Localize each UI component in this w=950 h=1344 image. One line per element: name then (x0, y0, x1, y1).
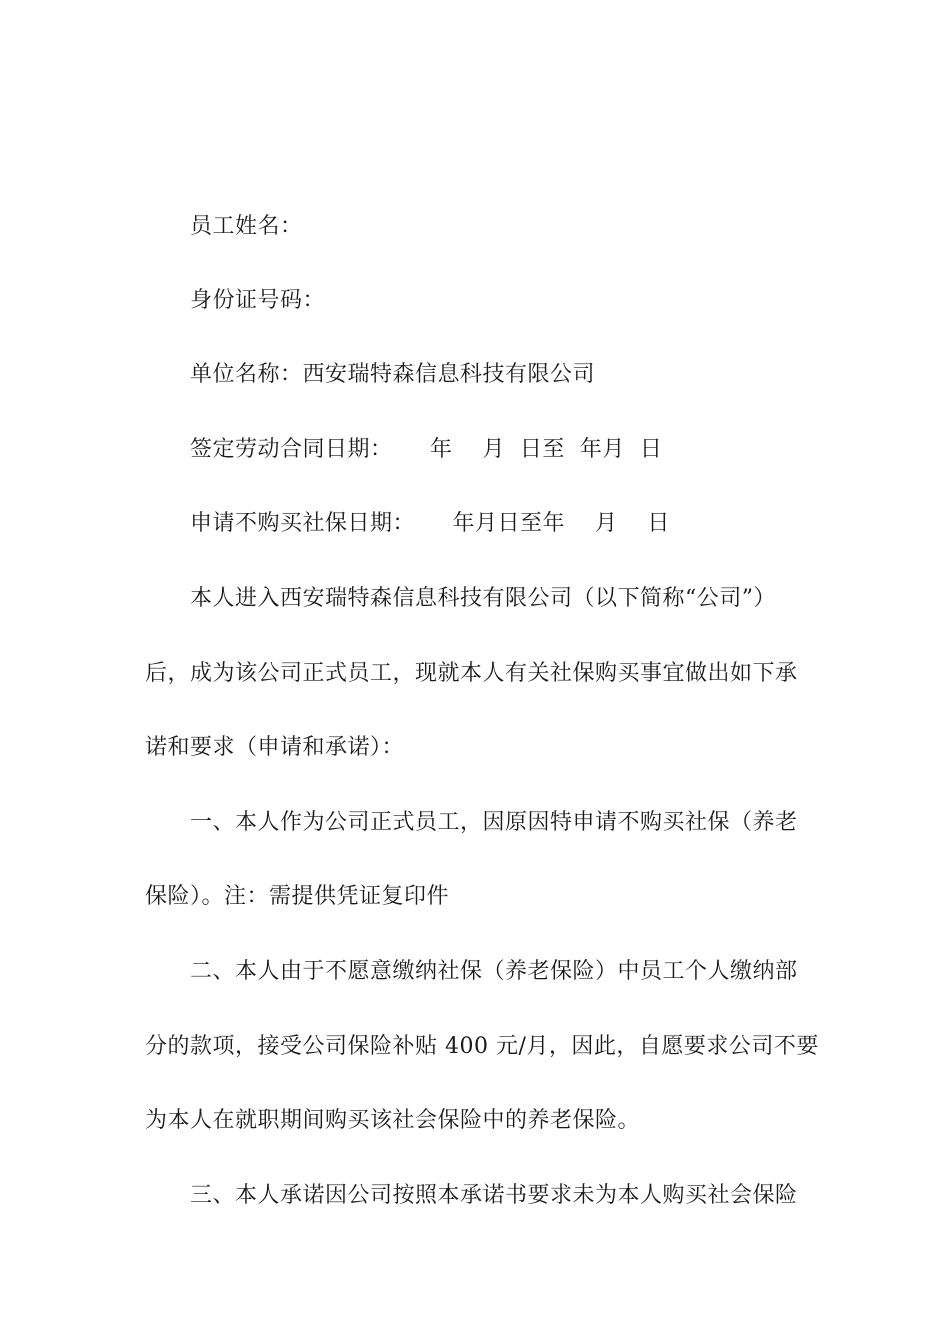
clause-two-line: 分的款项，接受公司保险补贴 400 元/月，因此，自愿要求公司不要 (145, 1034, 819, 1059)
company-name-field: 单位名称：西安瑞特森信息科技有限公司 (190, 362, 596, 387)
clause-two-line: 为本人在就职期间购买该社会保险中的养老保险。 (145, 1108, 641, 1133)
opt-out-date-field: 申请不购买社保日期： 年月日至年 月 日 (190, 511, 670, 536)
contract-date-field: 签定劳动合同日期： 年 月 日至 年月 日 (190, 437, 663, 462)
employee-name-field: 员工姓名： (190, 214, 303, 239)
body-paragraph-line: 本人进入西安瑞特森信息科技有限公司（以下简称“公司”） (190, 586, 776, 611)
body-paragraph-line: 后，成为该公司正式员工，现就本人有关社保购买事宜做出如下承 (145, 661, 798, 686)
clause-one-line: 一、本人作为公司正式员工，因原因特申请不购买社保（养老 (190, 810, 798, 835)
body-paragraph-line: 诺和要求（申请和承诺）： (145, 735, 405, 760)
id-number-field: 身份证号码： (190, 288, 326, 313)
clause-three-line: 三、本人承诺因公司按照本承诺书要求未为本人购买社会保险 (190, 1183, 798, 1208)
clause-two-line: 二、本人由于不愿意缴纳社保（养老保险）中员工个人缴纳部 (190, 959, 798, 984)
clause-one-line: 保险）。注：需提供凭证复印件 (145, 884, 450, 909)
